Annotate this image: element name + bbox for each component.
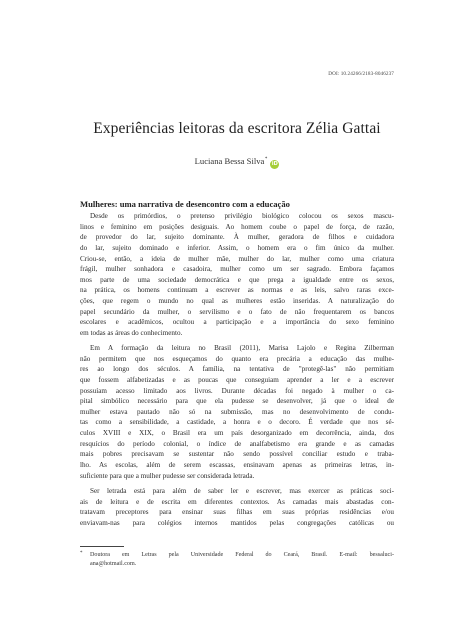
author-name: Luciana Bessa Silva <box>194 156 265 166</box>
paragraph-line: mos parte de uma sociedade democrática e que prega a igualdade entre os sexos, <box>80 275 394 284</box>
footnote-text <box>90 551 394 568</box>
doi-label: DOI: 10.24266/2183-8046237 <box>328 71 394 77</box>
paragraph-line: Criou-se, então, a ideia de mulher mãe, mulher do lar, mulher como uma criatura <box>80 254 394 263</box>
footnote-line: ana@hotmail.com. <box>90 560 137 567</box>
paragraph-line: papel secundário da mulher, o servilismo e o fato de não frequentarem os bancos <box>80 307 394 316</box>
paragraph-line: res ao longo dos séculos. A família, na tentativa de "protegê-las" não permitiam <box>80 365 394 374</box>
paragraph-line: enviavam-nas para colégios internos mantidos pelas congregações católicas ou <box>80 518 394 527</box>
paragraph-line: não permitem que nos esqueçamos do quanto era precária a educação das mulhe- <box>80 354 394 363</box>
section-heading: Mulheres: uma narrativa de desencontro com a educação <box>80 199 290 209</box>
paragraph-line: Desde os primórdios, o pretenso privilégio biológico colocou os sexos mascu- <box>90 212 394 220</box>
paragraph-line: pital simbólico necessário para que ela pudesse se desenvolver, já que o ideal de <box>80 397 394 406</box>
author-footnote-mark: * <box>264 157 268 163</box>
author-line <box>0 156 474 169</box>
paragraph-line: frágil, mulher sonhadora e casadoira, mulher como um ser sagrado. Embora façamos <box>80 265 394 274</box>
paragraph-line: mulher estava pautado não só na submissão, mas no desenvolvimento de condu- <box>80 407 394 416</box>
paragraph-line: de provedor do lar, sujeito dominante. À mulher, geradora de filhos e cuidadora <box>80 233 394 242</box>
paragraph-line: que fossem alfabetizadas e as poucas que conseguiam aprender a ler e a escrever <box>80 375 394 384</box>
paragraph-line: suficiente para que a mulher pudesse ser considerada letrada. <box>80 471 255 480</box>
paragraph-line: na prática, os homens continuam a escrever as normas e as leis, salvo raras exce- <box>80 286 394 295</box>
paragraph-line: lho. As escolas, além de serem escassas, ensinavam apenas as primeiras letras, in- <box>80 460 394 469</box>
paragraph-line: mais pobres precisavam se sustentar não sendo possível conciliar estudo e traba- <box>80 450 394 459</box>
paragraph-1 <box>80 211 394 339</box>
paragraph-line: escolares e acadêmicos, ocultou a participação e a importância do sexo feminino <box>80 318 394 327</box>
paragraph-line: tas como a sensibilidade, a castidade, a honra e o decoro. É verdade que nos sé- <box>80 418 394 427</box>
paragraph-3 <box>80 486 394 529</box>
footnote-divider <box>80 546 124 547</box>
paragraph-line: ais de leitura e de escrita em diferentes contextos. As camadas mais abastadas con- <box>80 497 394 506</box>
paragraph-2 <box>80 343 394 481</box>
paragraph-line: resquícios do período colonial, o índice de analfabetismo era grande e as camadas <box>80 439 394 448</box>
footnote-mark: * <box>80 551 83 556</box>
orcid-icon[interactable]: iD <box>271 161 278 167</box>
footnote-line: Doutora em Letras pela Universidade Federal do Ceará, Brasil. E-mail: bessaluci- <box>90 552 394 558</box>
article-title: Experiências leitoras da escritora Zélia Gattai <box>93 120 381 137</box>
paragraph-line: em todas as áreas do conhecimento. <box>80 328 183 337</box>
paragraph-line: possuíam acesso limitado aos livros. Durante décadas foi negado à mulher o ca- <box>80 386 394 395</box>
paragraph-line: Ser letrada está para além de saber ler e escrever, mas exercer as práticas soci- <box>90 487 394 495</box>
paragraph-line: linos e feminino em posições desiguais. Ao homem coube o papel de força, de razão, <box>80 222 394 231</box>
paragraph-line: tratavam preceptores para ensinar suas filhas em suas próprias residências e/ou <box>80 508 394 517</box>
paragraph-line: Em A formação da leitura no Brasil (2011), Marisa Lajolo e Regina Zilberman <box>90 344 394 352</box>
paragraph-line: culos XVIII e XIX, o Brasil era um país desorganizado em decorrência, ainda, dos <box>80 429 394 437</box>
footnote <box>80 551 394 568</box>
paragraph-line: do lar, sujeito dominado e inferior. Assim, o homem era o fim único da mulher. <box>80 243 394 252</box>
paragraph-line: ções, que regem o mundo no qual as mulheres estão inseridas. A naturalização do <box>80 297 394 305</box>
